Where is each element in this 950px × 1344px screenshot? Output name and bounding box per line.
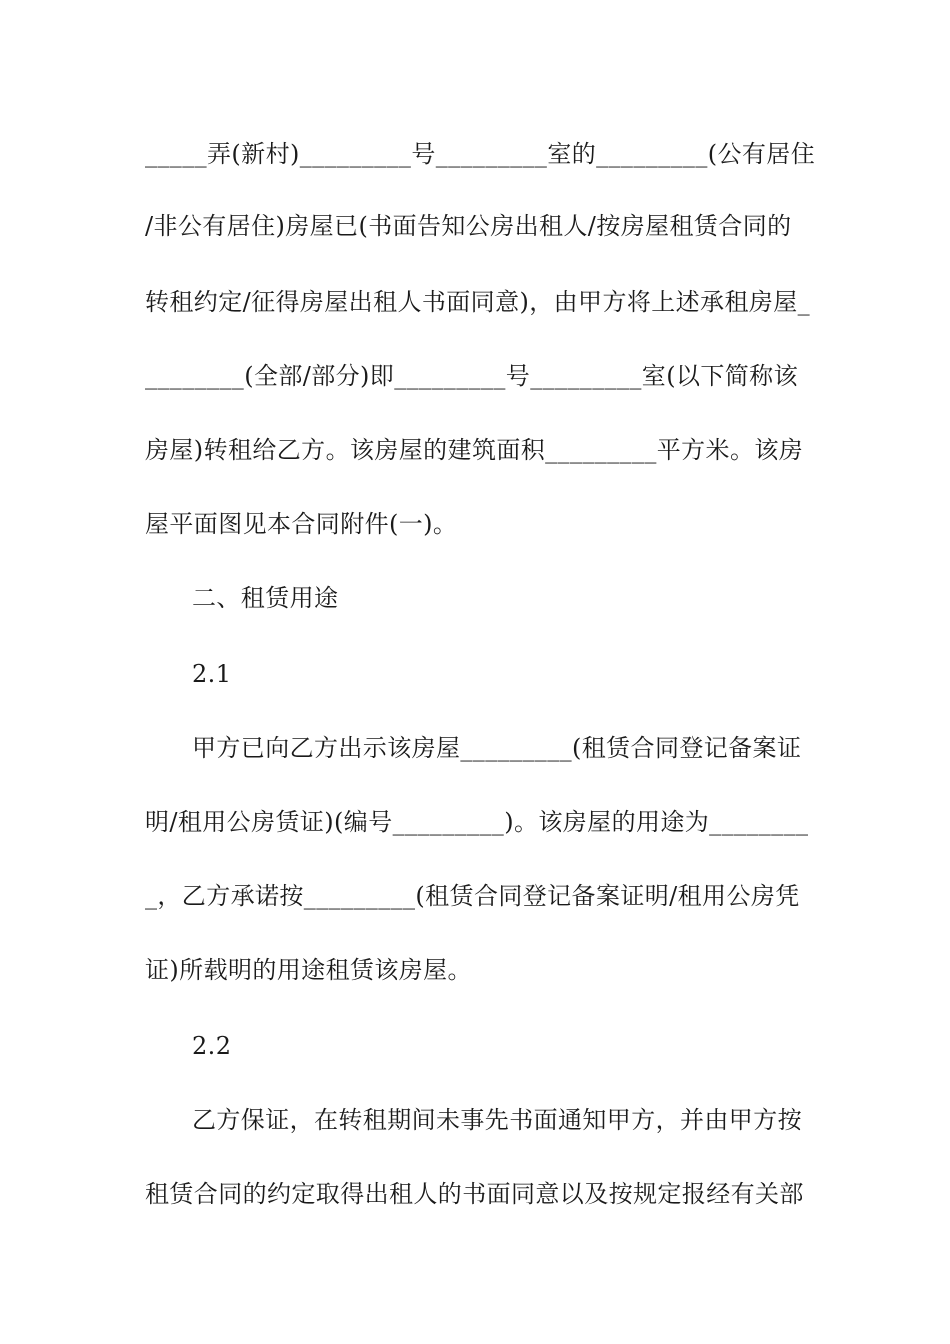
- body-text-line: 明/租用公房赁证)(编号_________)。该房屋的用途为________: [145, 808, 809, 836]
- body-text-line: 证)所载明的用途租赁该房屋。: [145, 956, 472, 984]
- body-text-line: 甲方已向乙方出示该房屋_________(租赁合同登记备案证: [192, 734, 802, 762]
- body-text-line: 乙方保证，在转租期间未事先书面通知甲方，并由甲方按: [192, 1106, 802, 1134]
- body-text-line: _，乙方承诺按_________(租赁合同登记备案证明/租用公房凭: [145, 882, 800, 910]
- body-text-line: 房屋)转租给乙方。该房屋的建筑面积_________平方米。该房: [145, 436, 804, 464]
- body-text-line: 转租约定/征得房屋出租人书面同意)，由甲方将上述承租房屋_: [145, 288, 811, 316]
- body-text-line: /非公有居住)房屋已(书面告知公房出租人/按房屋租赁合同的: [145, 212, 792, 240]
- body-text-line: _____弄(新村)_________号_________室的_________(公有居住: [145, 140, 816, 168]
- clause-number: 2.1: [192, 660, 232, 688]
- body-text-line: 租赁合同的约定取得出租人的书面同意以及按规定报经有关部: [145, 1180, 804, 1208]
- body-text-line: ________(全部/部分)即_________号_________室(以下简称该: [145, 362, 798, 390]
- body-text-line: 屋平面图见本合同附件(一)。: [145, 510, 458, 538]
- clause-number: 2.2: [192, 1032, 232, 1060]
- section-heading: 二、租赁用途: [192, 584, 339, 612]
